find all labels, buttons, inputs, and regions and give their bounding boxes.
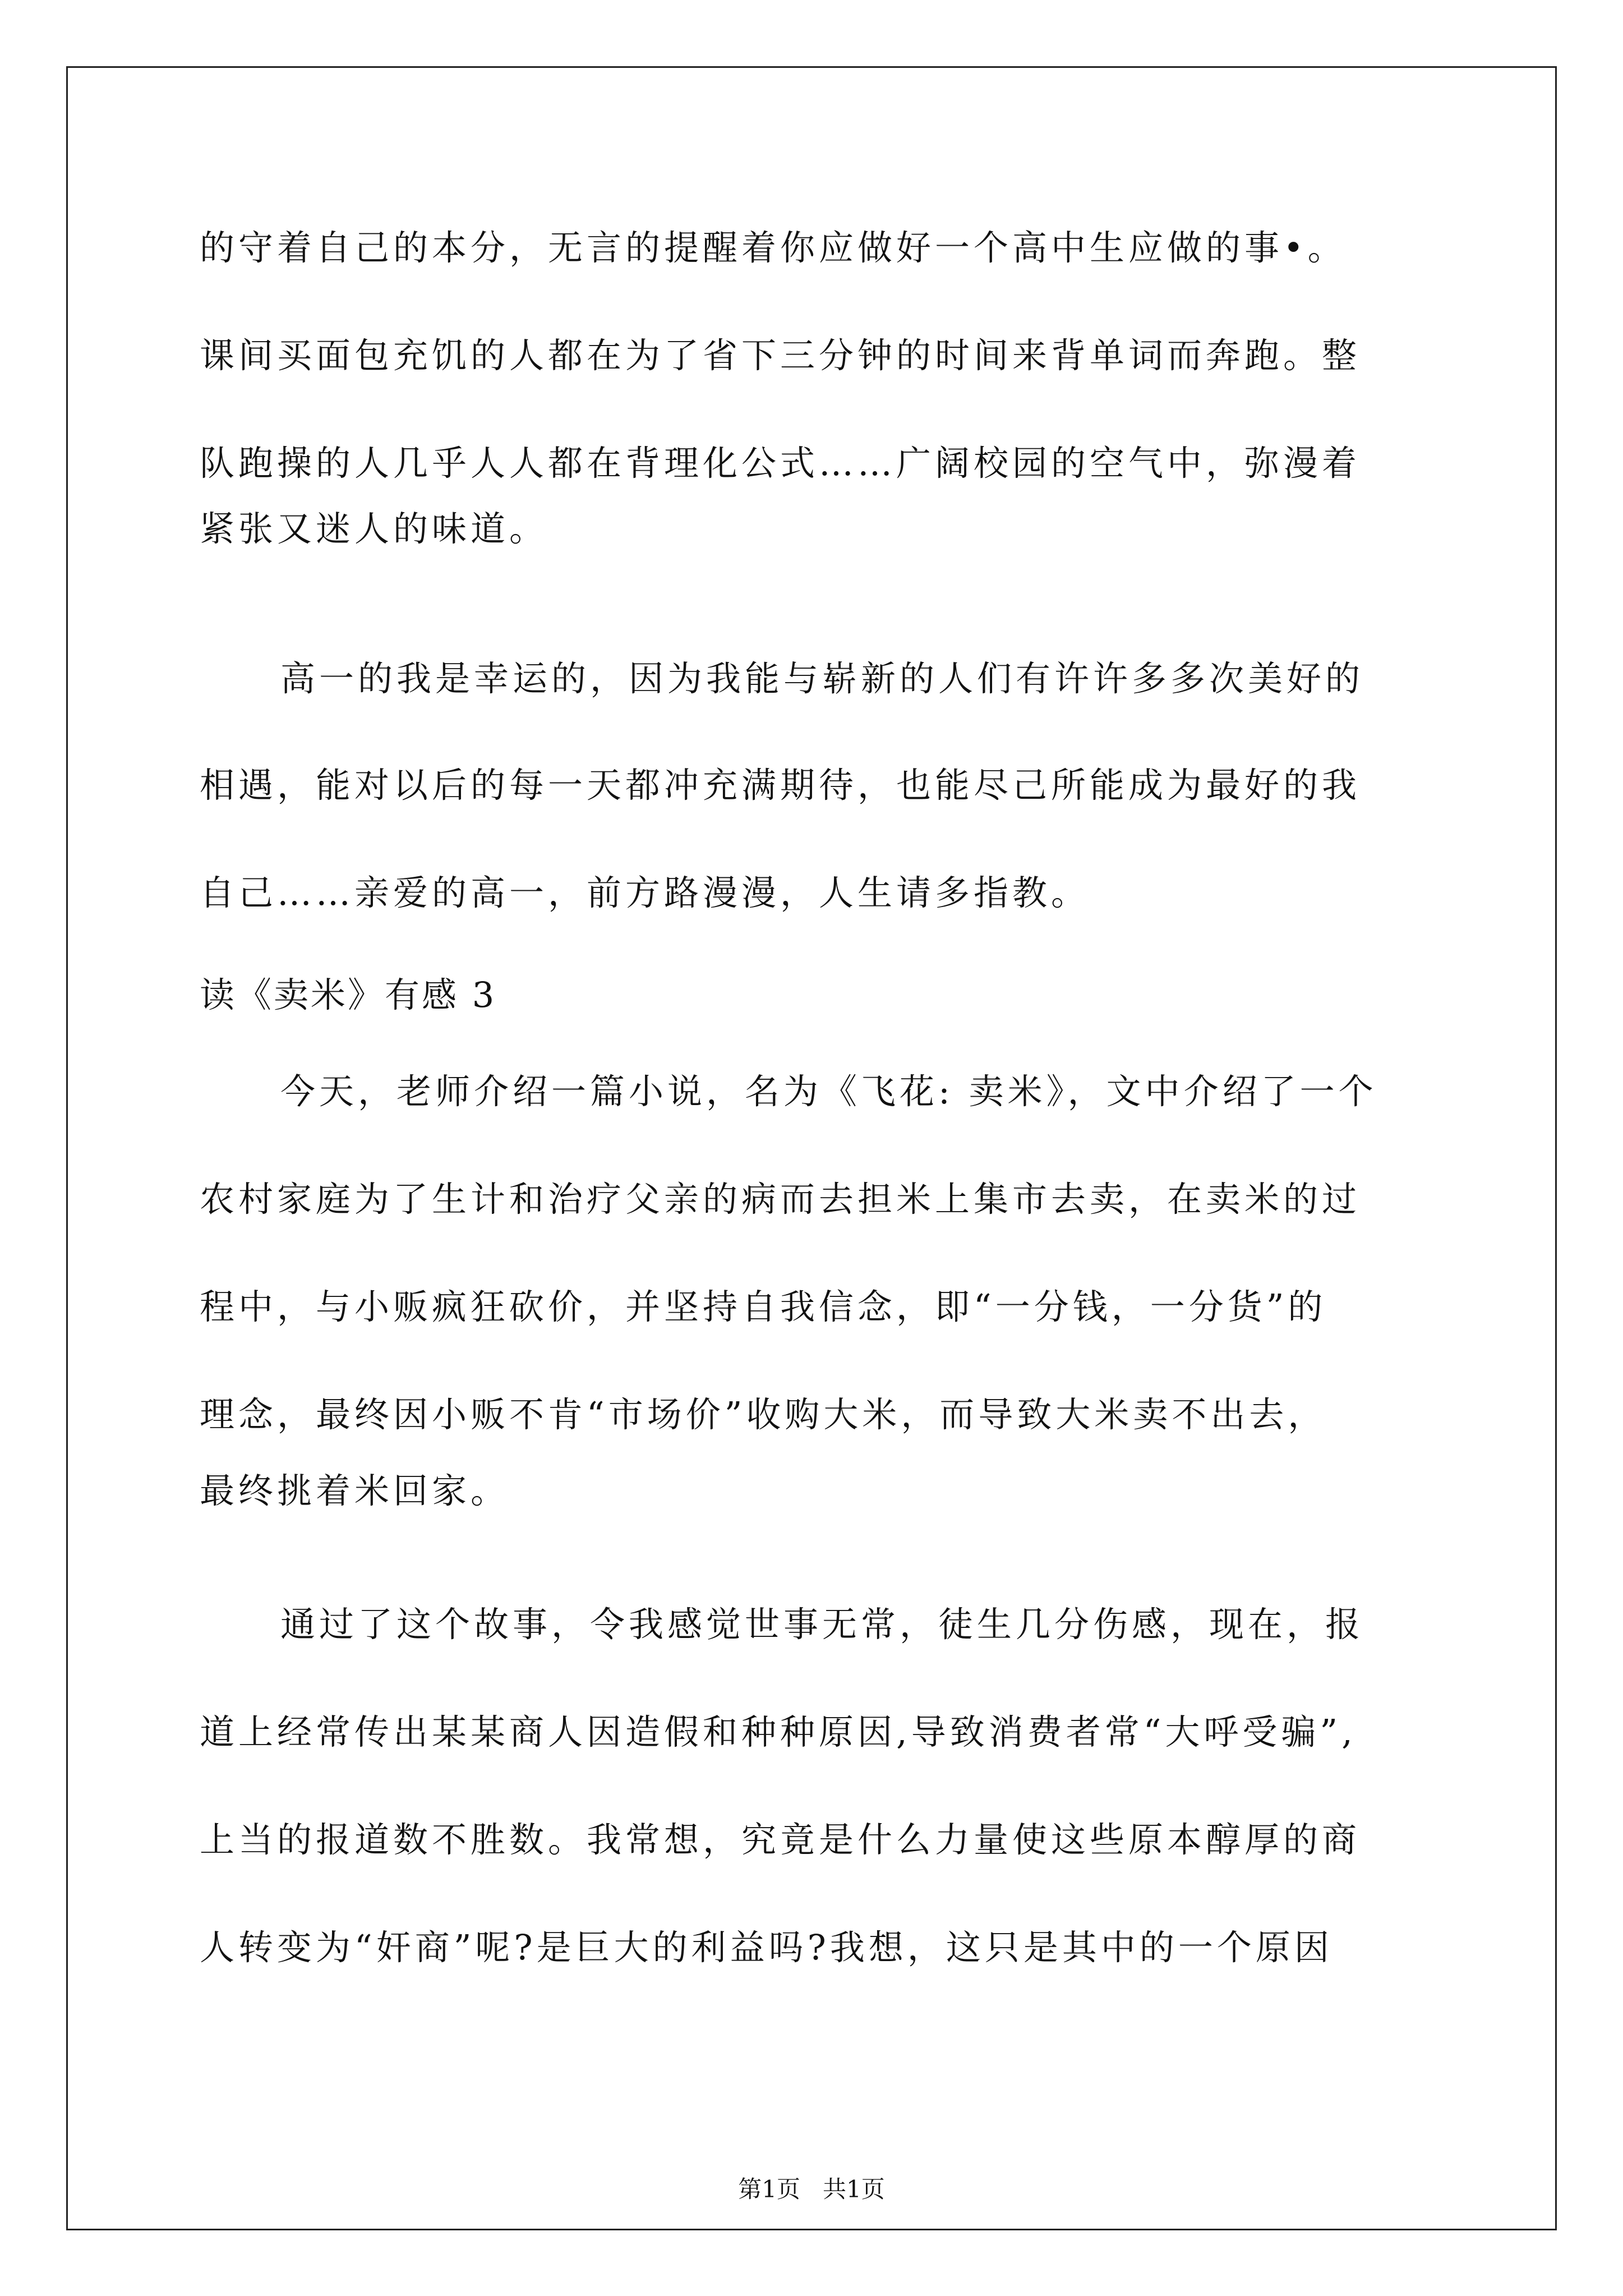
paragraph-line: 课间买面包充饥的人都在为了省下三分钟的时间来背单词而奔跑。整 bbox=[200, 335, 1361, 376]
paragraph-line: 高一的我是幸运的，因为我能与崭新的人们有许许多多次美好的 bbox=[280, 658, 1364, 699]
paragraph-line: 程中，与小贩疯狂砍价，并坚持自我信念，即“一分钱，一分货”的 bbox=[200, 1286, 1327, 1327]
paragraph-line: 紧张又迷人的味道。 bbox=[200, 508, 548, 549]
paragraph-line: 农村家庭为了生计和治疗父亲的病而去担米上集市去卖，在卖米的过 bbox=[200, 1179, 1361, 1220]
paragraph-line: 的守着自己的本分，无言的提醒着你应做好一个高中生应做的事•。 bbox=[200, 227, 1347, 268]
paragraph-line: 相遇，能对以后的每一天都冲充满期待，也能尽己所能成为最好的我 bbox=[200, 765, 1361, 806]
paragraph-line: 通过了这个故事，令我感觉世事无常，徒生几分伤感，现在，报 bbox=[280, 1604, 1364, 1645]
paragraph-line: 今天，老师介绍一篇小说，名为《飞花: 卖米》，文中介绍了一个 bbox=[280, 1071, 1377, 1112]
page-border bbox=[66, 66, 1557, 2230]
paragraph-line: 最终挑着米回家。 bbox=[200, 1470, 510, 1511]
paragraph-line: 自己……亲爱的高一，前方路漫漫，人生请多指教。 bbox=[200, 872, 1090, 913]
paragraph-line: 道上经常传出某某商人因造假和种种原因,导致消费者常“大呼受骗”, bbox=[200, 1711, 1357, 1752]
paragraph-line: 人转变为“奸商”呢?是巨大的利益吗?我想，这只是其中的一个原因 bbox=[200, 1927, 1333, 1968]
paragraph-line: 理念，最终因小贩不肯“市场价”收购大米，而导致大米卖不出去， bbox=[200, 1394, 1327, 1435]
page-number-footer: 第1页 共1页 bbox=[738, 2175, 885, 2203]
section-heading: 读《卖米》有感 3 bbox=[200, 974, 497, 1015]
paragraph-line: 队跑操的人几乎人人都在背理化公式……广阔校园的空气中，弥漫着 bbox=[200, 443, 1361, 484]
paragraph-line: 上当的报道数不胜数。我常想，究竟是什么力量使这些原本醇厚的商 bbox=[200, 1819, 1361, 1860]
